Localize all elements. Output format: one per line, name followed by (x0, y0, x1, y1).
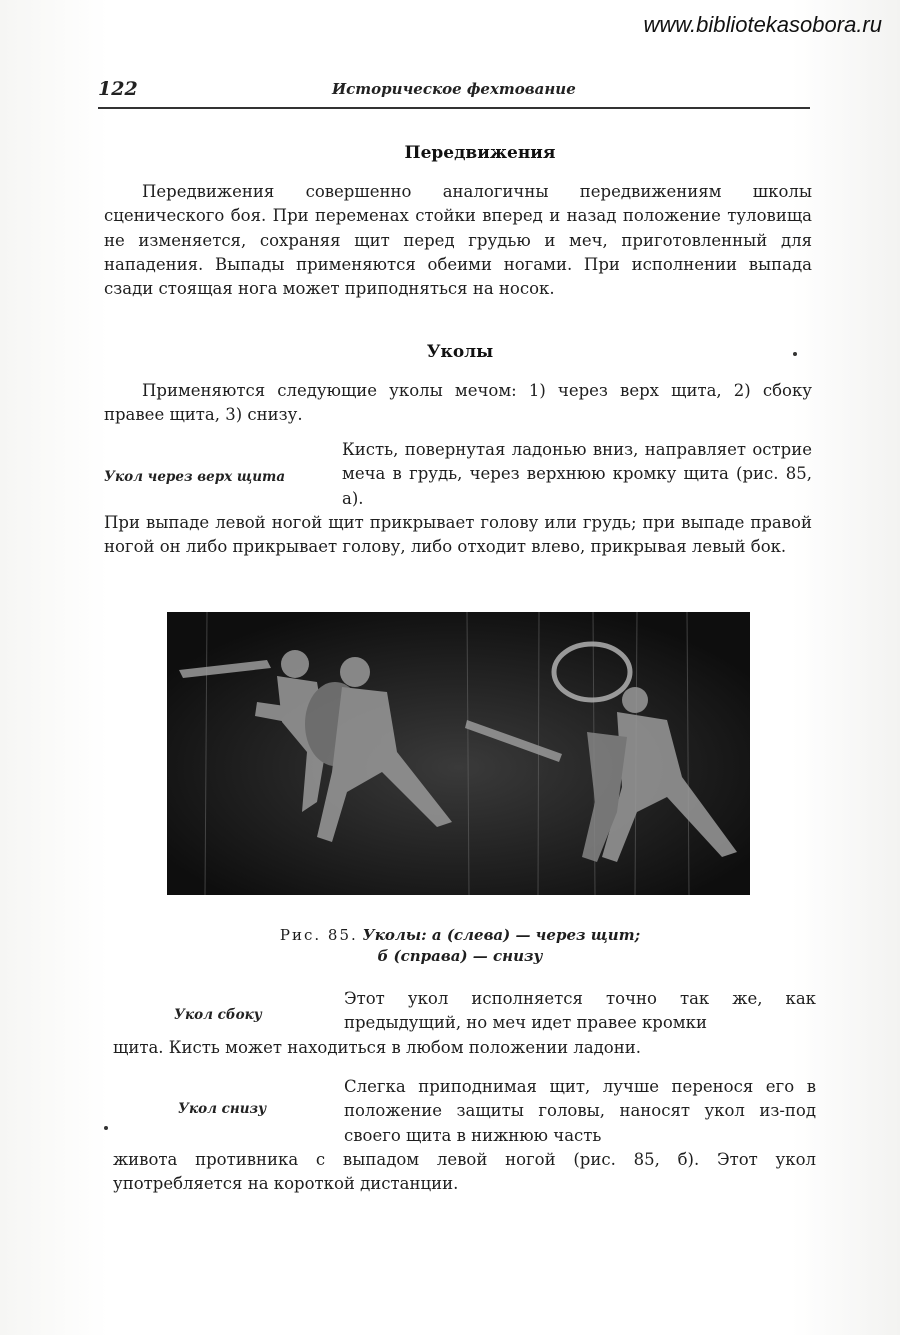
paragraph-thrusts-intro: Применяются следующие уколы мечом: 1) через верх щита, 2) сбоку правее щита, 3) снизу. (104, 381, 812, 425)
running-title: Историческое фехтование (332, 80, 576, 98)
figure-caption (160, 925, 760, 967)
section-heading-thrusts: Уколы (426, 342, 494, 362)
print-speck (104, 1126, 108, 1130)
page-number: 122 (98, 78, 138, 100)
site-watermark: www.bibliotekasobora.ru (643, 12, 882, 37)
side-label-thrust-over: Укол через верх щита (104, 469, 286, 485)
caption-line-1: Уколы: а (слева) — через щит; (362, 926, 641, 944)
paragraph-thrust-below-top: Слегка приподнимая щит, лучше перенося его в положение защиты головы, наносят укол из-под своего щита в нижнюю часть (344, 1077, 816, 1145)
paragraph-thrust-side-top: Этот укол исполняется точно так же, как предыдущий, но меч идет правее кромки (344, 989, 816, 1033)
paragraph-thrust-over-bottom: При выпаде левой ногой щит прикрывает голову или грудь; при выпаде правой ногой он либо прикрывает голову, либо отходит влево, прикрывая левый бок. (104, 513, 812, 557)
header-rule (98, 107, 810, 109)
paragraph-thrust-over-top: Кисть, повернутая ладонью вниз, направляет острие меча в грудь, через верхнюю кромку щита (рис. 85, а). (342, 440, 812, 508)
side-label-thrust-below: Укол снизу (178, 1101, 267, 1117)
side-label-thrust-side: Укол сбоку (174, 1007, 262, 1023)
figure-photo (167, 612, 750, 895)
paragraph-thrust-below-bottom: живота противника с выпадом левой ногой (рис. 85, б). Этот укол употребляется на короткой дистанции. (113, 1150, 816, 1194)
caption-line-2: б (справа) — снизу (377, 947, 543, 965)
paragraph-movements: Передвижения совершенно аналогичны передвижениям школы сценического боя. При переменах стойки вперед и назад положение туловища не изменяется, сохраняя щит перед грудью и меч, приготовленный для нападения. Выпады применяются обеими ногами. При исполнении выпада сзади стоящая нога может приподняться на носок. (104, 182, 812, 299)
section-heading-movements: Передвижения (404, 143, 556, 163)
caption-label: Рис. 85. (279, 926, 358, 944)
print-speck (793, 352, 797, 356)
fencers-photo-illustration (167, 612, 750, 895)
paragraph-thrust-side-bottom: щита. Кисть может находиться в любом положении ладони. (113, 1038, 641, 1057)
